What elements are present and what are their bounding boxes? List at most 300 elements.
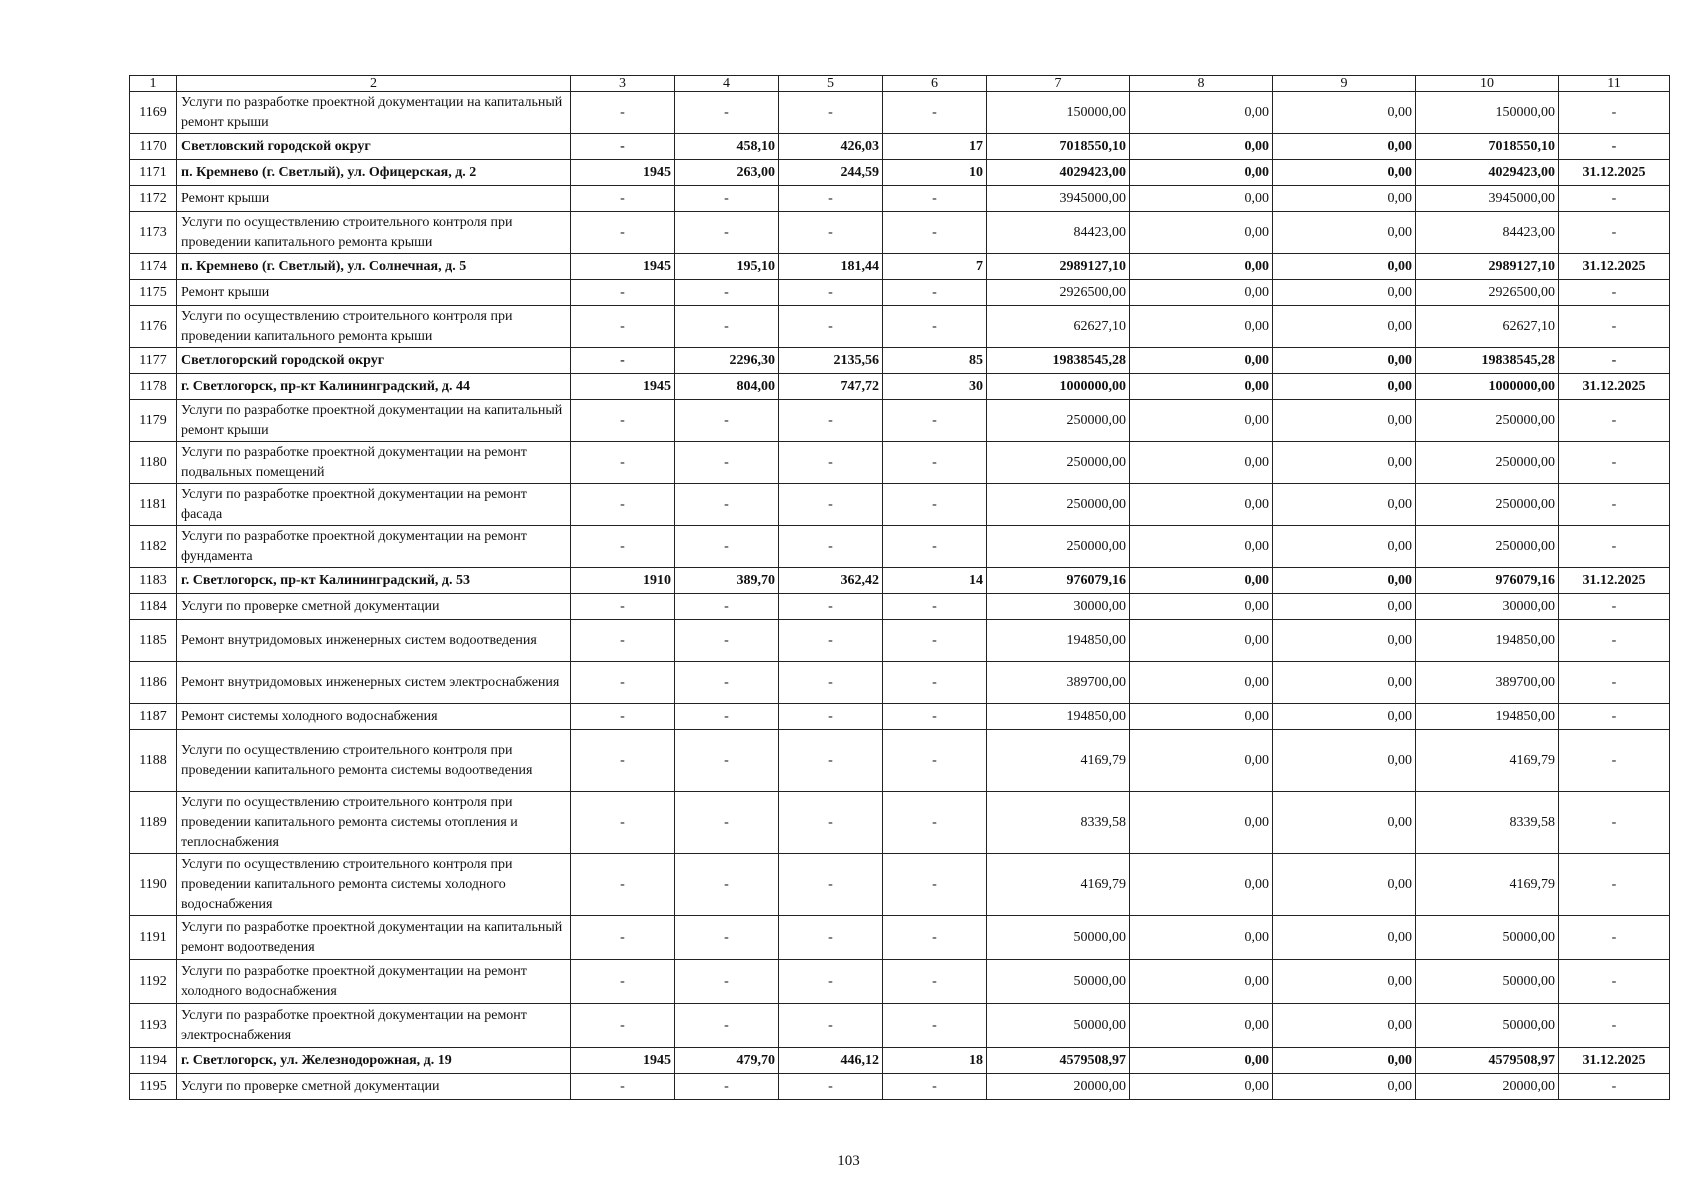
deadline-cell: - [1559, 400, 1670, 442]
cost-col9-cell: 0,00 [1273, 620, 1416, 662]
work-name: Ремонт внутридомовых инженерных систем электроснабжения [177, 662, 571, 704]
area-total-cell: 479,70 [675, 1048, 779, 1074]
area-total-cell: - [675, 526, 779, 568]
work-name: Услуги по осуществлению строительного контроля при проведении капитального ремонта крыши [177, 212, 571, 254]
residents-cell: - [883, 916, 987, 960]
cost-col10-cell: 2926500,00 [1416, 280, 1559, 306]
year-cell: 1910 [571, 568, 675, 594]
cost-total-cell: 50000,00 [987, 1004, 1130, 1048]
cost-col10-cell: 389700,00 [1416, 662, 1559, 704]
area-living-cell: 426,03 [779, 134, 883, 160]
area-living-cell: - [779, 960, 883, 1004]
area-total-cell: - [675, 442, 779, 484]
year-cell: - [571, 1004, 675, 1048]
table-row [130, 186, 1670, 212]
deadline-cell: 31.12.2025 [1559, 254, 1670, 280]
column-number-header-row [130, 76, 1670, 92]
row-number: 1175 [130, 280, 177, 306]
cost-col8-cell: 0,00 [1130, 916, 1273, 960]
residents-cell: - [883, 400, 987, 442]
residents-cell: - [883, 1074, 987, 1100]
cost-col9-cell: 0,00 [1273, 662, 1416, 704]
cost-col10-cell: 150000,00 [1416, 92, 1559, 134]
work-name: Светлогорский городской округ [177, 348, 571, 374]
cost-col10-cell: 250000,00 [1416, 442, 1559, 484]
deadline-cell: - [1559, 348, 1670, 374]
residents-cell: - [883, 792, 987, 854]
deadline-cell: - [1559, 442, 1670, 484]
area-total-cell: - [675, 662, 779, 704]
year-cell: - [571, 442, 675, 484]
area-total-cell: - [675, 280, 779, 306]
cost-total-cell: 4169,79 [987, 730, 1130, 792]
table-row [130, 212, 1670, 254]
cost-total-cell: 194850,00 [987, 704, 1130, 730]
table-row [130, 704, 1670, 730]
cost-col8-cell: 0,00 [1130, 854, 1273, 916]
cost-col9-cell: 0,00 [1273, 594, 1416, 620]
year-cell: - [571, 526, 675, 568]
cost-total-cell: 2926500,00 [987, 280, 1130, 306]
area-total-cell: - [675, 916, 779, 960]
residents-cell: 85 [883, 348, 987, 374]
table-row-group [130, 134, 1670, 160]
work-name: Услуги по разработке проектной документации на ремонт холодного водоснабжения [177, 960, 571, 1004]
cost-col10-cell: 50000,00 [1416, 1004, 1559, 1048]
year-cell: - [571, 662, 675, 704]
work-name: Услуги по разработке проектной документации на ремонт подвальных помещений [177, 442, 571, 484]
row-number: 1194 [130, 1048, 177, 1074]
area-total-cell: 458,10 [675, 134, 779, 160]
cost-col9-cell: 0,00 [1273, 1004, 1416, 1048]
column-number-header: 6 [883, 76, 987, 92]
table-row [130, 662, 1670, 704]
row-number: 1184 [130, 594, 177, 620]
row-number: 1192 [130, 960, 177, 1004]
cost-total-cell: 4579508,97 [987, 1048, 1130, 1074]
row-number: 1187 [130, 704, 177, 730]
cost-col9-cell: 0,00 [1273, 400, 1416, 442]
deadline-cell: - [1559, 484, 1670, 526]
cost-col8-cell: 0,00 [1130, 306, 1273, 348]
area-living-cell: - [779, 92, 883, 134]
cost-col8-cell: 0,00 [1130, 400, 1273, 442]
cost-col9-cell: 0,00 [1273, 730, 1416, 792]
row-number: 1195 [130, 1074, 177, 1100]
cost-total-cell: 1000000,00 [987, 374, 1130, 400]
table-row [130, 730, 1670, 792]
cost-col10-cell: 2989127,10 [1416, 254, 1559, 280]
row-number: 1177 [130, 348, 177, 374]
cost-col8-cell: 0,00 [1130, 704, 1273, 730]
row-number: 1186 [130, 662, 177, 704]
row-number: 1173 [130, 212, 177, 254]
table-row [130, 400, 1670, 442]
deadline-cell: - [1559, 186, 1670, 212]
cost-total-cell: 84423,00 [987, 212, 1130, 254]
area-living-cell: 181,44 [779, 254, 883, 280]
cost-col9-cell: 0,00 [1273, 960, 1416, 1004]
cost-total-cell: 2989127,10 [987, 254, 1130, 280]
area-total-cell: - [675, 730, 779, 792]
work-name: Услуги по разработке проектной документации на ремонт фасада [177, 484, 571, 526]
work-name: Услуги по осуществлению строительного контроля при проведении капитального ремонта системы холодного водоснабжения [177, 854, 571, 916]
work-name: Ремонт внутридомовых инженерных систем водоотведения [177, 620, 571, 662]
cost-col10-cell: 62627,10 [1416, 306, 1559, 348]
residents-cell: 10 [883, 160, 987, 186]
deadline-cell: - [1559, 594, 1670, 620]
cost-col8-cell: 0,00 [1130, 374, 1273, 400]
area-living-cell: 244,59 [779, 160, 883, 186]
cost-col10-cell: 250000,00 [1416, 400, 1559, 442]
residents-cell: - [883, 442, 987, 484]
area-living-cell: - [779, 484, 883, 526]
cost-col9-cell: 0,00 [1273, 306, 1416, 348]
year-cell: - [571, 212, 675, 254]
area-living-cell: - [779, 662, 883, 704]
year-cell: - [571, 306, 675, 348]
cost-col8-cell: 0,00 [1130, 1048, 1273, 1074]
row-number: 1180 [130, 442, 177, 484]
table-row [130, 960, 1670, 1004]
area-living-cell: - [779, 280, 883, 306]
area-total-cell: - [675, 212, 779, 254]
residents-cell: 30 [883, 374, 987, 400]
cost-col9-cell: 0,00 [1273, 160, 1416, 186]
deadline-cell: 31.12.2025 [1559, 374, 1670, 400]
area-living-cell: - [779, 620, 883, 662]
column-number-header: 10 [1416, 76, 1559, 92]
residents-cell: - [883, 662, 987, 704]
cost-col9-cell: 0,00 [1273, 526, 1416, 568]
deadline-cell: - [1559, 960, 1670, 1004]
area-total-cell: - [675, 594, 779, 620]
area-total-cell: - [675, 1074, 779, 1100]
table-row-group [130, 160, 1670, 186]
cost-total-cell: 19838545,28 [987, 348, 1130, 374]
cost-col9-cell: 0,00 [1273, 792, 1416, 854]
year-cell: 1945 [571, 254, 675, 280]
area-total-cell: 389,70 [675, 568, 779, 594]
residents-cell: - [883, 306, 987, 348]
work-name: Услуги по проверке сметной документации [177, 1074, 571, 1100]
cost-col10-cell: 976079,16 [1416, 568, 1559, 594]
deadline-cell: - [1559, 1004, 1670, 1048]
area-total-cell: 2296,30 [675, 348, 779, 374]
deadline-cell: - [1559, 620, 1670, 662]
area-living-cell: 747,72 [779, 374, 883, 400]
area-living-cell: - [779, 1004, 883, 1048]
cost-col10-cell: 20000,00 [1416, 1074, 1559, 1100]
row-number: 1185 [130, 620, 177, 662]
year-cell: - [571, 916, 675, 960]
cost-col9-cell: 0,00 [1273, 374, 1416, 400]
area-total-cell: - [675, 92, 779, 134]
row-number: 1178 [130, 374, 177, 400]
area-total-cell: - [675, 960, 779, 1004]
cost-total-cell: 50000,00 [987, 916, 1130, 960]
area-living-cell: - [779, 1074, 883, 1100]
table-row-group [130, 374, 1670, 400]
work-name: Услуги по разработке проектной документации на капитальный ремонт водоотведения [177, 916, 571, 960]
cost-col9-cell: 0,00 [1273, 442, 1416, 484]
row-number: 1191 [130, 916, 177, 960]
deadline-cell: - [1559, 792, 1670, 854]
deadline-cell: - [1559, 854, 1670, 916]
row-number: 1182 [130, 526, 177, 568]
table-row [130, 484, 1670, 526]
residents-cell: - [883, 594, 987, 620]
cost-col8-cell: 0,00 [1130, 484, 1273, 526]
work-name: Светловский городской округ [177, 134, 571, 160]
year-cell: - [571, 854, 675, 916]
year-cell: - [571, 186, 675, 212]
table-row [130, 526, 1670, 568]
residents-cell: - [883, 526, 987, 568]
table-row-group [130, 254, 1670, 280]
cost-total-cell: 250000,00 [987, 442, 1130, 484]
residents-cell: - [883, 960, 987, 1004]
register-table [129, 75, 1670, 1100]
cost-col10-cell: 3945000,00 [1416, 186, 1559, 212]
row-number: 1190 [130, 854, 177, 916]
cost-col10-cell: 7018550,10 [1416, 134, 1559, 160]
year-cell: - [571, 134, 675, 160]
work-name: Ремонт крыши [177, 280, 571, 306]
row-number: 1176 [130, 306, 177, 348]
cost-col10-cell: 8339,58 [1416, 792, 1559, 854]
area-living-cell: 446,12 [779, 1048, 883, 1074]
cost-col8-cell: 0,00 [1130, 348, 1273, 374]
residents-cell: 14 [883, 568, 987, 594]
cost-col9-cell: 0,00 [1273, 92, 1416, 134]
year-cell: 1945 [571, 160, 675, 186]
year-cell: 1945 [571, 1048, 675, 1074]
cost-col10-cell: 19838545,28 [1416, 348, 1559, 374]
cost-total-cell: 250000,00 [987, 400, 1130, 442]
row-number: 1179 [130, 400, 177, 442]
work-name: г. Светлогорск, пр-кт Калининградский, д. 44 [177, 374, 571, 400]
row-number: 1172 [130, 186, 177, 212]
cost-col9-cell: 0,00 [1273, 854, 1416, 916]
cost-col10-cell: 250000,00 [1416, 526, 1559, 568]
area-living-cell: - [779, 186, 883, 212]
area-total-cell: 804,00 [675, 374, 779, 400]
cost-total-cell: 250000,00 [987, 526, 1130, 568]
work-name: Услуги по проверке сметной документации [177, 594, 571, 620]
cost-col8-cell: 0,00 [1130, 186, 1273, 212]
deadline-cell: - [1559, 526, 1670, 568]
year-cell: 1945 [571, 374, 675, 400]
deadline-cell: - [1559, 92, 1670, 134]
residents-cell: - [883, 730, 987, 792]
work-name: п. Кремнево (г. Светлый), ул. Солнечная, д. 5 [177, 254, 571, 280]
cost-col9-cell: 0,00 [1273, 1048, 1416, 1074]
cost-col8-cell: 0,00 [1130, 792, 1273, 854]
cost-col8-cell: 0,00 [1130, 92, 1273, 134]
cost-col9-cell: 0,00 [1273, 134, 1416, 160]
cost-col10-cell: 250000,00 [1416, 484, 1559, 526]
area-total-cell: - [675, 854, 779, 916]
work-name: Услуги по разработке проектной документации на ремонт фундамента [177, 526, 571, 568]
column-number-header: 3 [571, 76, 675, 92]
year-cell: - [571, 960, 675, 1004]
table-row [130, 854, 1670, 916]
year-cell: - [571, 92, 675, 134]
work-name: Ремонт крыши [177, 186, 571, 212]
row-number: 1171 [130, 160, 177, 186]
residents-cell: - [883, 1004, 987, 1048]
column-number-header: 4 [675, 76, 779, 92]
cost-col10-cell: 30000,00 [1416, 594, 1559, 620]
row-number: 1174 [130, 254, 177, 280]
cost-col10-cell: 4579508,97 [1416, 1048, 1559, 1074]
column-number-header: 2 [177, 76, 571, 92]
cost-col10-cell: 50000,00 [1416, 916, 1559, 960]
cost-col10-cell: 194850,00 [1416, 704, 1559, 730]
cost-col10-cell: 50000,00 [1416, 960, 1559, 1004]
row-number: 1193 [130, 1004, 177, 1048]
cost-col8-cell: 0,00 [1130, 160, 1273, 186]
cost-col10-cell: 4029423,00 [1416, 160, 1559, 186]
cost-total-cell: 976079,16 [987, 568, 1130, 594]
area-total-cell: 263,00 [675, 160, 779, 186]
area-total-cell: - [675, 306, 779, 348]
cost-col8-cell: 0,00 [1130, 280, 1273, 306]
cost-col9-cell: 0,00 [1273, 186, 1416, 212]
work-name: Ремонт системы холодного водоснабжения [177, 704, 571, 730]
column-number-header: 9 [1273, 76, 1416, 92]
deadline-cell: 31.12.2025 [1559, 160, 1670, 186]
work-name: г. Светлогорск, пр-кт Калининградский, д. 53 [177, 568, 571, 594]
cost-total-cell: 194850,00 [987, 620, 1130, 662]
table-row [130, 1074, 1670, 1100]
cost-total-cell: 389700,00 [987, 662, 1130, 704]
column-number-header: 5 [779, 76, 883, 92]
cost-col9-cell: 0,00 [1273, 1074, 1416, 1100]
area-living-cell: - [779, 212, 883, 254]
area-total-cell: - [675, 704, 779, 730]
cost-total-cell: 30000,00 [987, 594, 1130, 620]
table-row-group [130, 1048, 1670, 1074]
register-table-wrapper [129, 75, 1669, 1100]
row-number: 1183 [130, 568, 177, 594]
deadline-cell: - [1559, 704, 1670, 730]
cost-col9-cell: 0,00 [1273, 568, 1416, 594]
year-cell: - [571, 704, 675, 730]
column-number-header: 1 [130, 76, 177, 92]
deadline-cell: 31.12.2025 [1559, 568, 1670, 594]
area-living-cell: - [779, 916, 883, 960]
deadline-cell: - [1559, 134, 1670, 160]
row-number: 1169 [130, 92, 177, 134]
table-row [130, 1004, 1670, 1048]
area-total-cell: - [675, 1004, 779, 1048]
table-row [130, 620, 1670, 662]
page-number: 103 [837, 1153, 860, 1169]
deadline-cell: - [1559, 1074, 1670, 1100]
cost-total-cell: 20000,00 [987, 1074, 1130, 1100]
cost-col8-cell: 0,00 [1130, 662, 1273, 704]
table-row [130, 442, 1670, 484]
work-name: Услуги по разработке проектной документации на капитальный ремонт крыши [177, 92, 571, 134]
cost-total-cell: 7018550,10 [987, 134, 1130, 160]
area-living-cell: - [779, 306, 883, 348]
year-cell: - [571, 1074, 675, 1100]
area-living-cell: - [779, 730, 883, 792]
cost-col10-cell: 4169,79 [1416, 730, 1559, 792]
cost-total-cell: 250000,00 [987, 484, 1130, 526]
cost-col8-cell: 0,00 [1130, 730, 1273, 792]
table-row [130, 792, 1670, 854]
area-living-cell: - [779, 594, 883, 620]
cost-col9-cell: 0,00 [1273, 484, 1416, 526]
cost-col8-cell: 0,00 [1130, 620, 1273, 662]
area-total-cell: - [675, 792, 779, 854]
year-cell: - [571, 400, 675, 442]
work-name: п. Кремнево (г. Светлый), ул. Офицерская, д. 2 [177, 160, 571, 186]
row-number: 1170 [130, 134, 177, 160]
area-living-cell: 2135,56 [779, 348, 883, 374]
column-number-header: 7 [987, 76, 1130, 92]
column-number-header: 8 [1130, 76, 1273, 92]
deadline-cell: - [1559, 730, 1670, 792]
year-cell: - [571, 594, 675, 620]
area-living-cell: - [779, 442, 883, 484]
cost-col8-cell: 0,00 [1130, 1004, 1273, 1048]
residents-cell: 18 [883, 1048, 987, 1074]
cost-col8-cell: 0,00 [1130, 254, 1273, 280]
area-total-cell: - [675, 484, 779, 526]
cost-col8-cell: 0,00 [1130, 212, 1273, 254]
area-total-cell: 195,10 [675, 254, 779, 280]
residents-cell: - [883, 704, 987, 730]
cost-col8-cell: 0,00 [1130, 442, 1273, 484]
residents-cell: - [883, 186, 987, 212]
cost-col8-cell: 0,00 [1130, 1074, 1273, 1100]
table-row [130, 306, 1670, 348]
cost-col8-cell: 0,00 [1130, 568, 1273, 594]
column-number-header: 11 [1559, 76, 1670, 92]
table-row-group [130, 348, 1670, 374]
cost-col10-cell: 4169,79 [1416, 854, 1559, 916]
cost-col8-cell: 0,00 [1130, 526, 1273, 568]
area-living-cell: - [779, 400, 883, 442]
cost-total-cell: 150000,00 [987, 92, 1130, 134]
cost-col8-cell: 0,00 [1130, 594, 1273, 620]
work-name: Услуги по осуществлению строительного контроля при проведении капитального ремонта системы отопления и теплоснабжения [177, 792, 571, 854]
work-name: Услуги по осуществлению строительного контроля при проведении капитального ремонта крыши [177, 306, 571, 348]
area-living-cell: - [779, 526, 883, 568]
cost-total-cell: 4029423,00 [987, 160, 1130, 186]
row-number: 1188 [130, 730, 177, 792]
cost-total-cell: 4169,79 [987, 854, 1130, 916]
residents-cell: - [883, 620, 987, 662]
cost-col10-cell: 84423,00 [1416, 212, 1559, 254]
work-name: Услуги по разработке проектной документации на ремонт электроснабжения [177, 1004, 571, 1048]
deadline-cell: - [1559, 306, 1670, 348]
row-number: 1189 [130, 792, 177, 854]
deadline-cell: - [1559, 280, 1670, 306]
area-living-cell: - [779, 854, 883, 916]
cost-total-cell: 50000,00 [987, 960, 1130, 1004]
residents-cell: - [883, 92, 987, 134]
cost-col10-cell: 194850,00 [1416, 620, 1559, 662]
row-number: 1181 [130, 484, 177, 526]
cost-col9-cell: 0,00 [1273, 254, 1416, 280]
area-total-cell: - [675, 620, 779, 662]
area-living-cell: - [779, 704, 883, 730]
